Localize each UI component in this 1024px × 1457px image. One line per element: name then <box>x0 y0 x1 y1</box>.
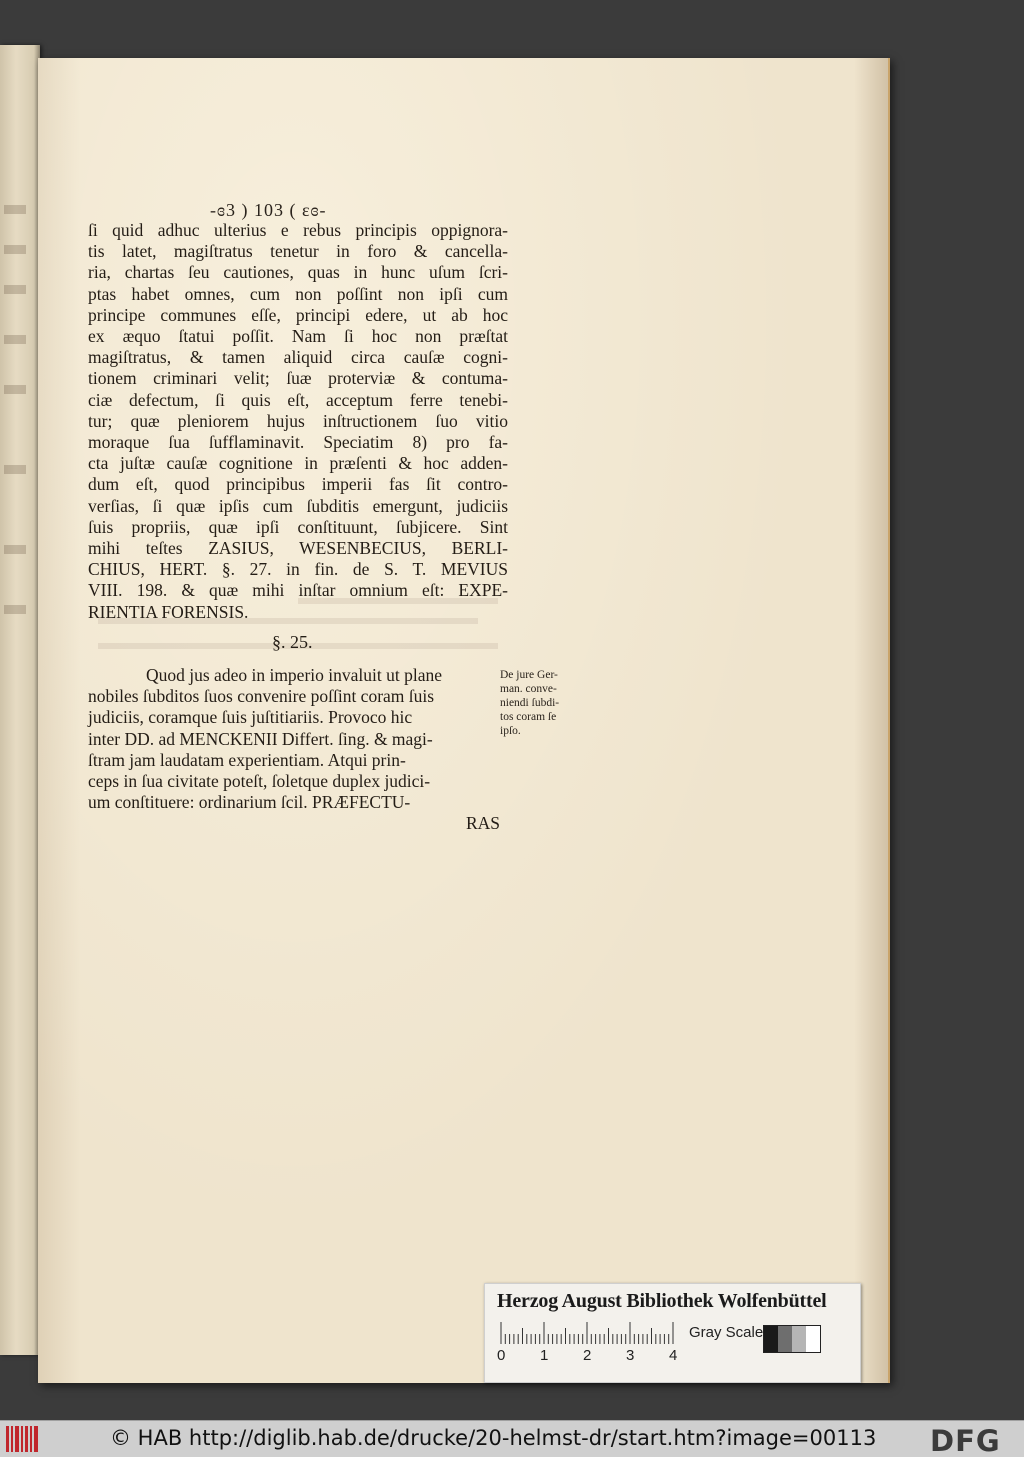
ruler-number: 3 <box>626 1347 635 1364</box>
text-line: ptas habet omnes, cum non poſſint non ipſi cum <box>88 283 508 304</box>
text-line: Quod jus adeo in imperio invaluit ut plane <box>146 665 442 685</box>
text-line: ex æquo ſtatui poſſit. Nam ſi hoc non præſtat <box>88 326 508 347</box>
previous-leaf-edge <box>0 45 40 1355</box>
ruler-scale-icon <box>499 1322 679 1346</box>
ruler-number: 1 <box>540 1347 549 1364</box>
text-line: tis latet, magiſtratus tenetur in foro & cancella- <box>88 241 508 262</box>
text-line: ria, chartas ſeu cautiones, quas in hunc uſum ſcri- <box>88 262 508 283</box>
margin-note-line: man. conve- <box>500 683 557 695</box>
ruler-number: 2 <box>583 1347 592 1364</box>
text-line: nobiles ſubditos ſuos convenire poſſint coram ſuis <box>88 686 435 707</box>
margin-note-line: tos coram ſe <box>500 711 557 723</box>
text-line: tionem criminari velit; ſuæ proterviæ & contuma- <box>88 368 508 389</box>
text-line: VIII. 198. & quæ mihi inſtar omnium eſt: EXPE- <box>88 580 508 601</box>
section-heading: §. 25. <box>272 632 313 652</box>
text-line-last: RIENTIA FORENSIS. <box>88 601 249 622</box>
text-line: tur; quæ pleniorem hujus inſtructionem ſuo vitio <box>88 410 508 431</box>
margin-note-line: niendi ſubdi- <box>500 697 560 709</box>
text-line: ſtram jam laudatam experientiam. Atqui prin- <box>88 749 406 770</box>
section-paragraph <box>88 665 500 835</box>
color-reference-card <box>484 1283 861 1383</box>
text-line: dum eſt, quod principibus imperii fas ſit contro- <box>88 474 508 495</box>
gray-scale-swatch <box>763 1325 821 1353</box>
catchword: RAS <box>465 813 500 834</box>
gray-step <box>792 1326 806 1352</box>
dfg-logo: DFG <box>930 1424 1001 1457</box>
text-line: magiſtratus, & tamen aliquid circa cauſæ cogni- <box>88 347 508 368</box>
text-line: verſias, ſi quæ ipſis cum ſubditis emergunt, judiciis <box>88 495 508 516</box>
text-line: um conſtituere: ordinarium ſcil. PRÆFECTU- <box>88 792 411 813</box>
margin-note-line: ipſo. <box>500 725 521 737</box>
text-line: principe communes eſſe, principi edere, ut ab hoc <box>88 304 508 325</box>
gray-step <box>778 1326 792 1352</box>
text-line: judiciis, coramque ſuis juſtitiariis. Provoco hic <box>88 707 413 728</box>
text-line: CHIUS, HERT. §. 27. in fin. de S. T. MEVIUS <box>88 559 508 580</box>
running-head: -ɞ3 ) 103 ( ɛɞ- <box>210 200 327 220</box>
text-line: moraque ſua ſufflaminavit. Speciatim 8) pro fa- <box>88 432 508 453</box>
text-line: cta juſtæ cauſæ cognitione in præſenti & hoc adden- <box>88 453 508 474</box>
text-line: inter DD. ad MENCKENII Differt. ſing. & magi- <box>88 728 433 749</box>
ruler-number: 0 <box>497 1347 506 1364</box>
text-line: ſuis propriis, quæ ipſi conſtituunt, ſubjicere. Sint <box>88 516 508 537</box>
margin-note <box>500 668 590 738</box>
gray-step <box>806 1326 820 1352</box>
text-line: ciæ defectum, ſi quis eſt, acceptum ferre tenebi- <box>88 389 508 410</box>
ruler-number: 4 <box>669 1347 678 1364</box>
source-link[interactable]: © HAB http://diglib.hab.de/drucke/20-helmst-dr/start.htm?image=00113 <box>110 1426 877 1450</box>
gray-step <box>764 1326 778 1352</box>
body-paragraph <box>88 220 508 623</box>
gray-scale-label: Gray Scale <box>689 1324 764 1341</box>
text-line: mihi teſtes ZASIUS, WESENBECIUS, BERLI- <box>88 538 508 559</box>
text-line: ceps in ſua civitate poteſt, ſoletque duplex judici- <box>88 771 431 792</box>
footer-bar <box>0 1420 1024 1457</box>
library-name: Herzog August Bibliothek Wolfenbüttel <box>497 1290 827 1312</box>
hab-barcode-icon <box>6 1424 40 1454</box>
margin-note-line: De jure Ger- <box>500 669 558 681</box>
text-line: ſi quid adhuc ulterius e rebus principis oppignora- <box>88 220 508 240</box>
